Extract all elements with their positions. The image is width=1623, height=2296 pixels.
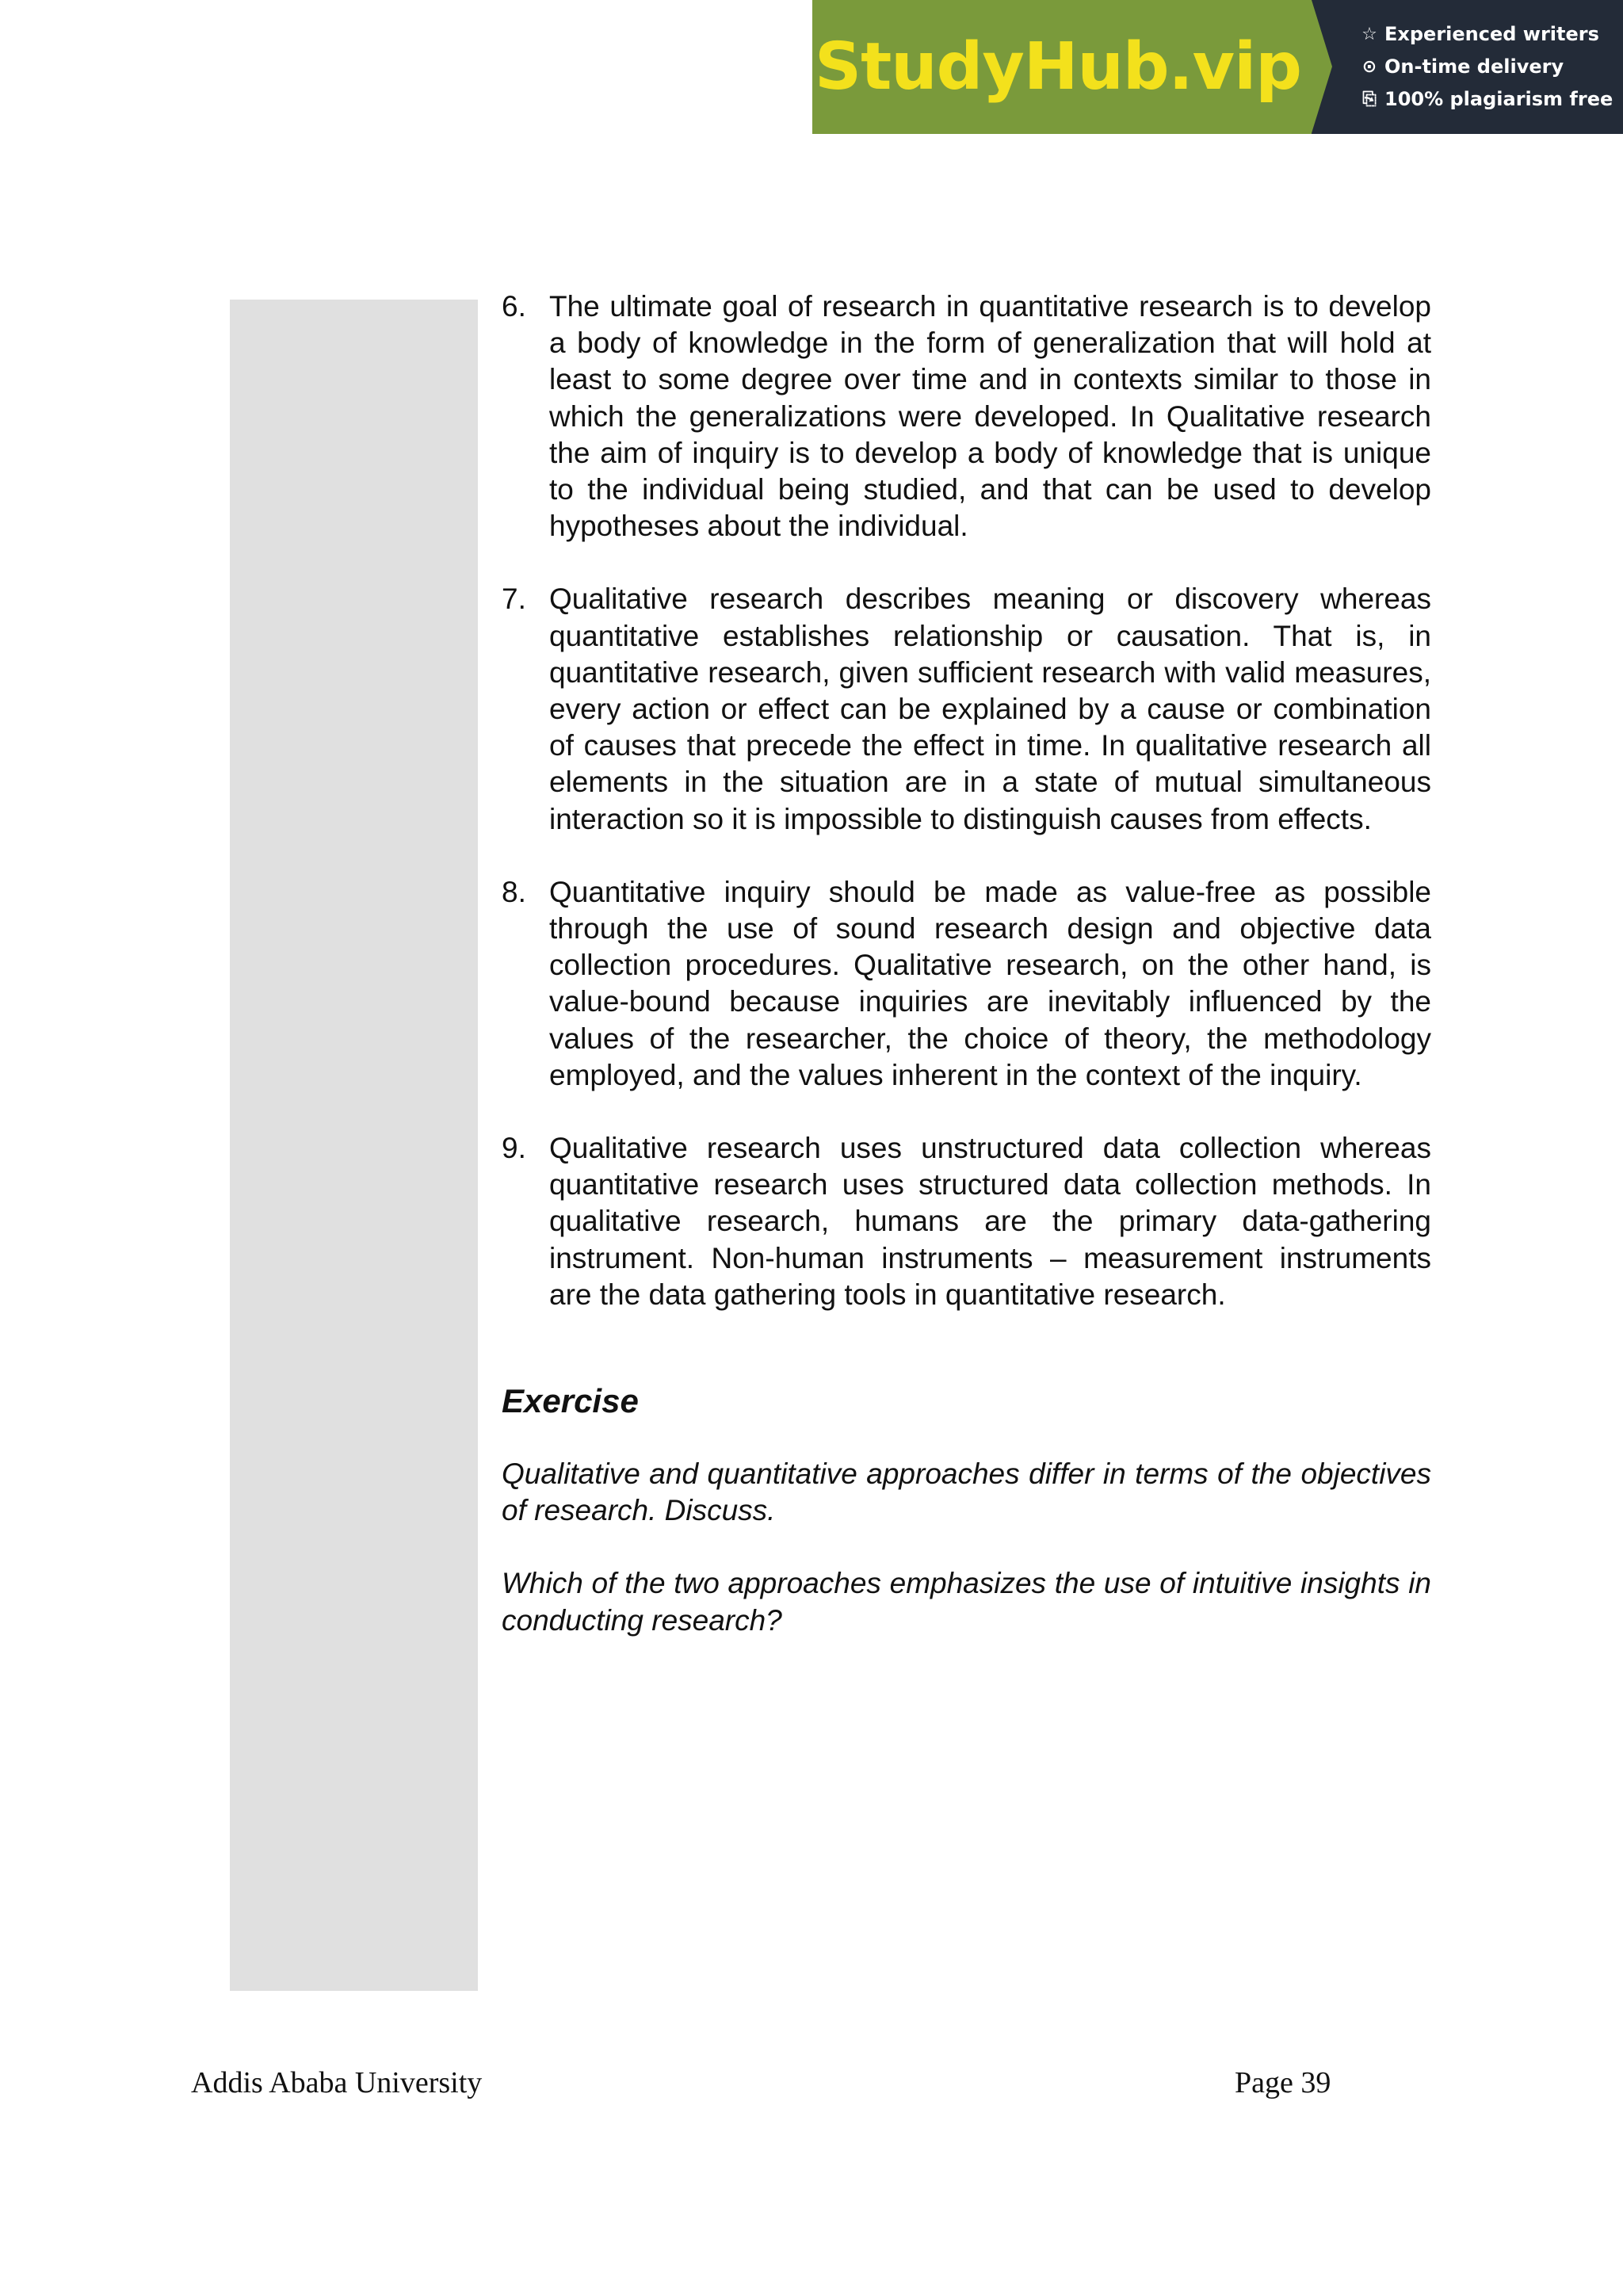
feature-plagiarism-free: [1359, 83, 1623, 116]
list-item-text: Qualitative research uses unstructured data collection whereas quantitative research uses structured data collection methods. In qualitative research, humans are the primary data-gathering instrument. Non-human instruments – measurement instruments are the data gathering tools in quantitative research.: [549, 1132, 1431, 1311]
star-icon: ☆: [1361, 25, 1377, 44]
banner-features: [1312, 0, 1623, 134]
list-item: [502, 581, 1431, 837]
list-item-number: 6.: [502, 290, 526, 323]
list-item-text: Quantitative inquiry should be made as value-free as possible through the use of sound research design and objective data collection procedures. Qualitative research, on the other hand, is value-bound because inquiries are inevitably influenced by the values of the researcher, the choice of theory, the methodology employed, and the values inherent in the context of the inquiry.: [549, 875, 1431, 1091]
footer-institution: Addis Ababa University: [191, 2066, 483, 2099]
list-item-number: 7.: [502, 583, 526, 616]
list-item-number: 8.: [502, 875, 526, 908]
list-item: [502, 288, 1431, 544]
studyhub-logo[interactable]: [812, 0, 1312, 134]
page-content: [502, 288, 1431, 1639]
list-item-text: Qualitative research describes meaning or discovery whereas quantitative establishes relationship or causation. That is, in quantitative research, given sufficient research with valid measures, every action or effect can be explained by a cause or combination of causes that precede the effect in time. In qualitative research all elements in the situation are in a state of mutual simultaneous interaction so it is impossible to distinguish causes from effects.: [549, 583, 1431, 835]
feature-label: 100% plagiarism free: [1384, 88, 1613, 110]
exercise-question: Qualitative and quantitative approaches differ in terms of the objectives of research. Discuss.: [502, 1457, 1431, 1527]
footer-page-number: Page 39: [1235, 2066, 1331, 2099]
list-item-number: 9.: [502, 1132, 526, 1165]
feature-on-time-delivery: [1359, 51, 1623, 83]
document-check-icon: ⎘: [1362, 90, 1377, 109]
margin-note-block: [230, 300, 478, 1991]
list-item: [502, 1130, 1431, 1313]
exercise-heading: Exercise: [502, 1382, 639, 1420]
clock-icon: ⊙: [1361, 57, 1377, 77]
exercise-question: Which of the two approaches emphasizes the use of intuitive insights in conducting research?: [502, 1567, 1431, 1637]
promo-banner[interactable]: [812, 0, 1623, 134]
feature-experienced-writers: [1359, 18, 1623, 51]
feature-label: On-time delivery: [1384, 55, 1564, 78]
list-item-text: The ultimate goal of research in quantitative research is to develop a body of knowledge in the form of generalization that will hold at least to some degree over time and in contexts similar to those in which the generalizations were developed. In Qualitative research the aim of inquiry is to develop a body of knowledge that is unique to the individual being studied, and that can be used to develop hypotheses about the individual.: [549, 290, 1431, 543]
list-item: [502, 874, 1431, 1094]
logo-text: StudyHub.vip: [815, 29, 1301, 105]
feature-label: Experienced writers: [1384, 23, 1599, 45]
